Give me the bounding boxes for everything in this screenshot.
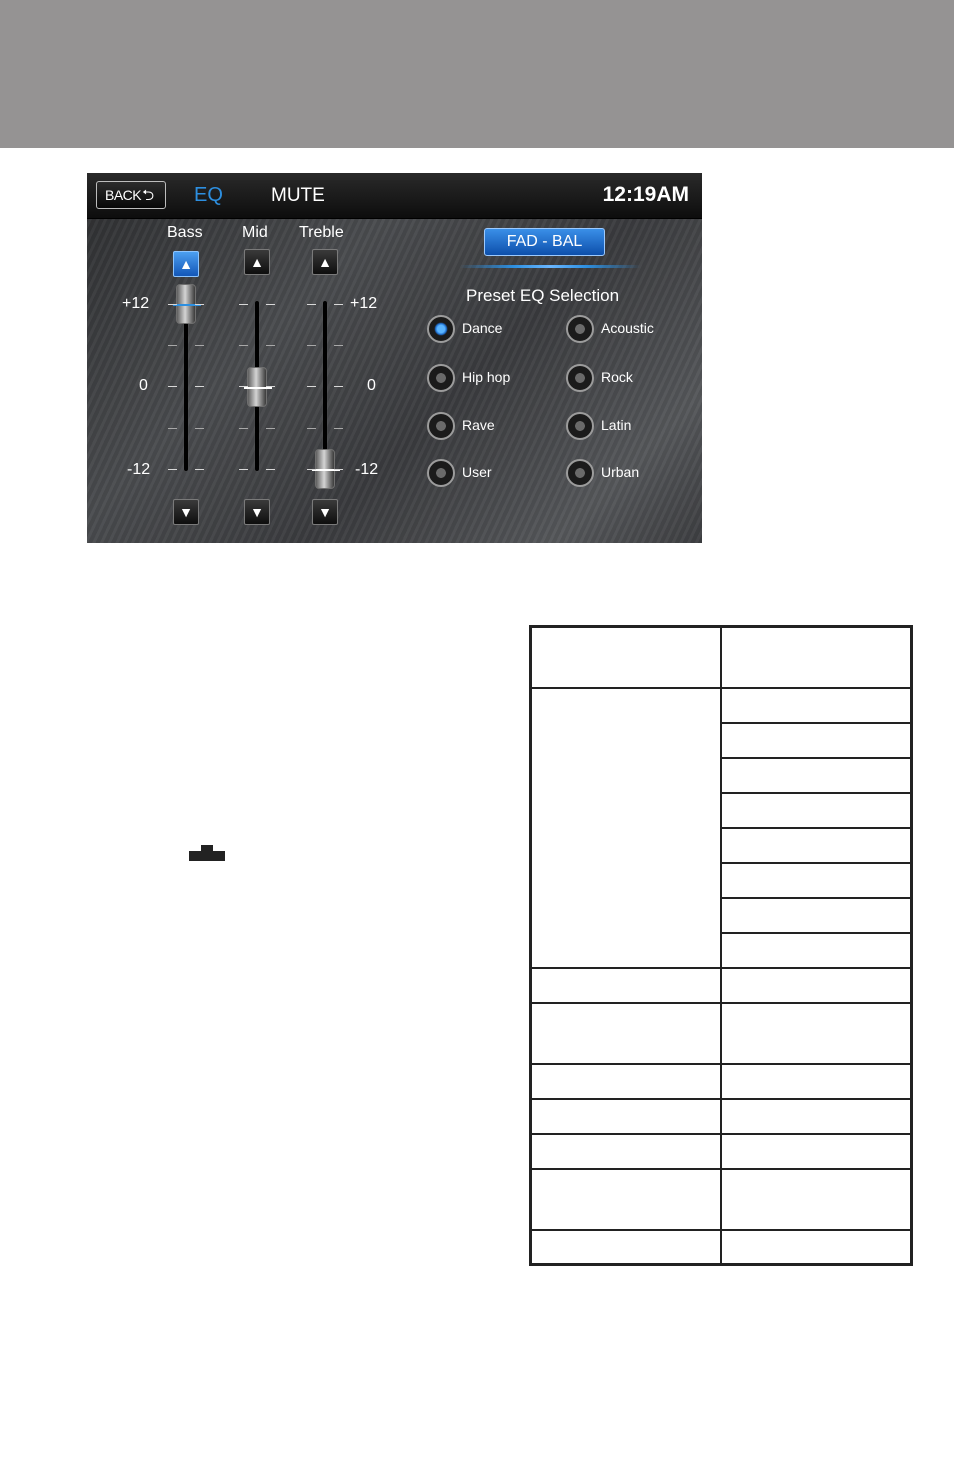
band-label-bass: Bass (167, 224, 203, 241)
slider-tick (334, 469, 343, 470)
table-cell (531, 1099, 722, 1134)
table-cell (531, 968, 722, 1003)
table-cell (721, 968, 912, 1003)
table-cell (721, 933, 912, 968)
fad-bal-glow (459, 265, 641, 268)
preset-hip-hop-label: Hip hop (462, 369, 511, 385)
table-cell (721, 863, 912, 898)
radio-dance-icon[interactable] (427, 315, 455, 343)
table-cell (531, 1134, 722, 1169)
slider-tick (195, 345, 204, 346)
treble-down-button[interactable]: ▼ (312, 499, 338, 525)
slider-tick (239, 386, 248, 387)
slider-tick (195, 386, 204, 387)
table-cell (531, 1230, 722, 1265)
table-cell (721, 898, 912, 933)
scale-label-bottom: -12 (127, 461, 151, 478)
table-cell (721, 1134, 912, 1169)
scale-label-mid-right: 0 (367, 377, 376, 394)
bass-up-button[interactable]: ▲ (173, 251, 199, 277)
slider-tick (239, 469, 248, 470)
fad-bal-button[interactable]: FAD - BAL (484, 228, 605, 256)
bass-slider-track[interactable] (184, 301, 188, 471)
table-cell (721, 1230, 912, 1265)
radio-hip-hop-icon[interactable] (427, 364, 455, 392)
slider-tick (307, 428, 316, 429)
slider-tick (168, 345, 177, 346)
table-cell (721, 793, 912, 828)
slider-tick (266, 304, 275, 305)
scale-label-bottom-right: -12 (355, 461, 379, 478)
scale-label-mid: 0 (139, 377, 148, 394)
radio-urban-icon[interactable] (566, 459, 594, 487)
scale-label-top: +12 (122, 295, 150, 312)
table-cell (721, 758, 912, 793)
table-cell (721, 828, 912, 863)
slider-tick (266, 469, 275, 470)
table-cell (721, 627, 912, 688)
scale-label-top-right: +12 (350, 295, 378, 312)
slider-tick (168, 304, 177, 305)
slider-tick (307, 345, 316, 346)
radio-rock-icon[interactable] (566, 364, 594, 392)
slider-tick (195, 469, 204, 470)
back-button[interactable] (96, 181, 166, 209)
slider-tick (266, 345, 275, 346)
tab-eq[interactable]: EQ (194, 184, 223, 206)
table-cell (531, 1003, 722, 1064)
slider-tick (239, 304, 248, 305)
radio-user-icon[interactable] (427, 459, 455, 487)
preset-latin-label: Latin (601, 417, 632, 433)
slider-tick (195, 428, 204, 429)
back-arrow-icon: ⮌ (142, 187, 154, 204)
table-cell (531, 688, 722, 968)
mid-up-button[interactable]: ▲ (244, 249, 270, 275)
radio-rave-icon[interactable] (427, 412, 455, 440)
bass-down-button[interactable]: ▼ (173, 499, 199, 525)
table-cell (721, 1003, 912, 1064)
preset-urban-label: Urban (601, 464, 640, 480)
slider-tick (266, 386, 275, 387)
mute-button[interactable]: MUTE (271, 185, 325, 206)
page-mark-icon (189, 845, 225, 861)
table-cell (531, 1169, 722, 1230)
slider-tick (307, 386, 316, 387)
eq-screen (87, 173, 702, 543)
preset-user-label: User (462, 464, 492, 480)
mid-slider-thumb[interactable] (247, 367, 267, 407)
back-label: BACK (105, 187, 142, 203)
band-label-treble: Treble (299, 224, 344, 241)
slider-tick (239, 428, 248, 429)
mid-down-button[interactable]: ▼ (244, 499, 270, 525)
slider-tick (195, 304, 204, 305)
slider-tick (334, 428, 343, 429)
slider-tick (239, 345, 248, 346)
preset-rave-label: Rave (462, 417, 495, 433)
table-cell (721, 688, 912, 723)
preset-rock-label: Rock (601, 369, 633, 385)
slider-tick (334, 345, 343, 346)
screen-header (87, 173, 702, 219)
preset-acoustic-label: Acoustic (601, 320, 654, 336)
table-cell (531, 1064, 722, 1099)
table-cell (531, 627, 722, 688)
table-cell (721, 1169, 912, 1230)
table-cell (721, 1064, 912, 1099)
table-cell (721, 1099, 912, 1134)
slider-tick (307, 304, 316, 305)
slider-tick (307, 469, 316, 470)
radio-latin-icon[interactable] (566, 412, 594, 440)
preset-eq-title: Preset EQ Selection (466, 286, 620, 305)
radio-acoustic-icon[interactable] (566, 315, 594, 343)
bass-slider-thumb[interactable] (176, 284, 196, 324)
slider-tick (168, 386, 177, 387)
preset-dance-label: Dance (462, 320, 503, 336)
treble-slider-track[interactable] (323, 301, 327, 471)
clock: 12:19AM (602, 183, 689, 206)
slider-tick (168, 428, 177, 429)
table-cell (721, 723, 912, 758)
slider-tick (168, 469, 177, 470)
slider-tick (334, 386, 343, 387)
page-header-band (0, 0, 954, 148)
band-label-mid: Mid (242, 224, 268, 241)
slider-tick (334, 304, 343, 305)
treble-up-button[interactable]: ▲ (312, 249, 338, 275)
empty-table (529, 625, 913, 1266)
treble-slider-thumb[interactable] (315, 449, 335, 489)
slider-tick (266, 428, 275, 429)
